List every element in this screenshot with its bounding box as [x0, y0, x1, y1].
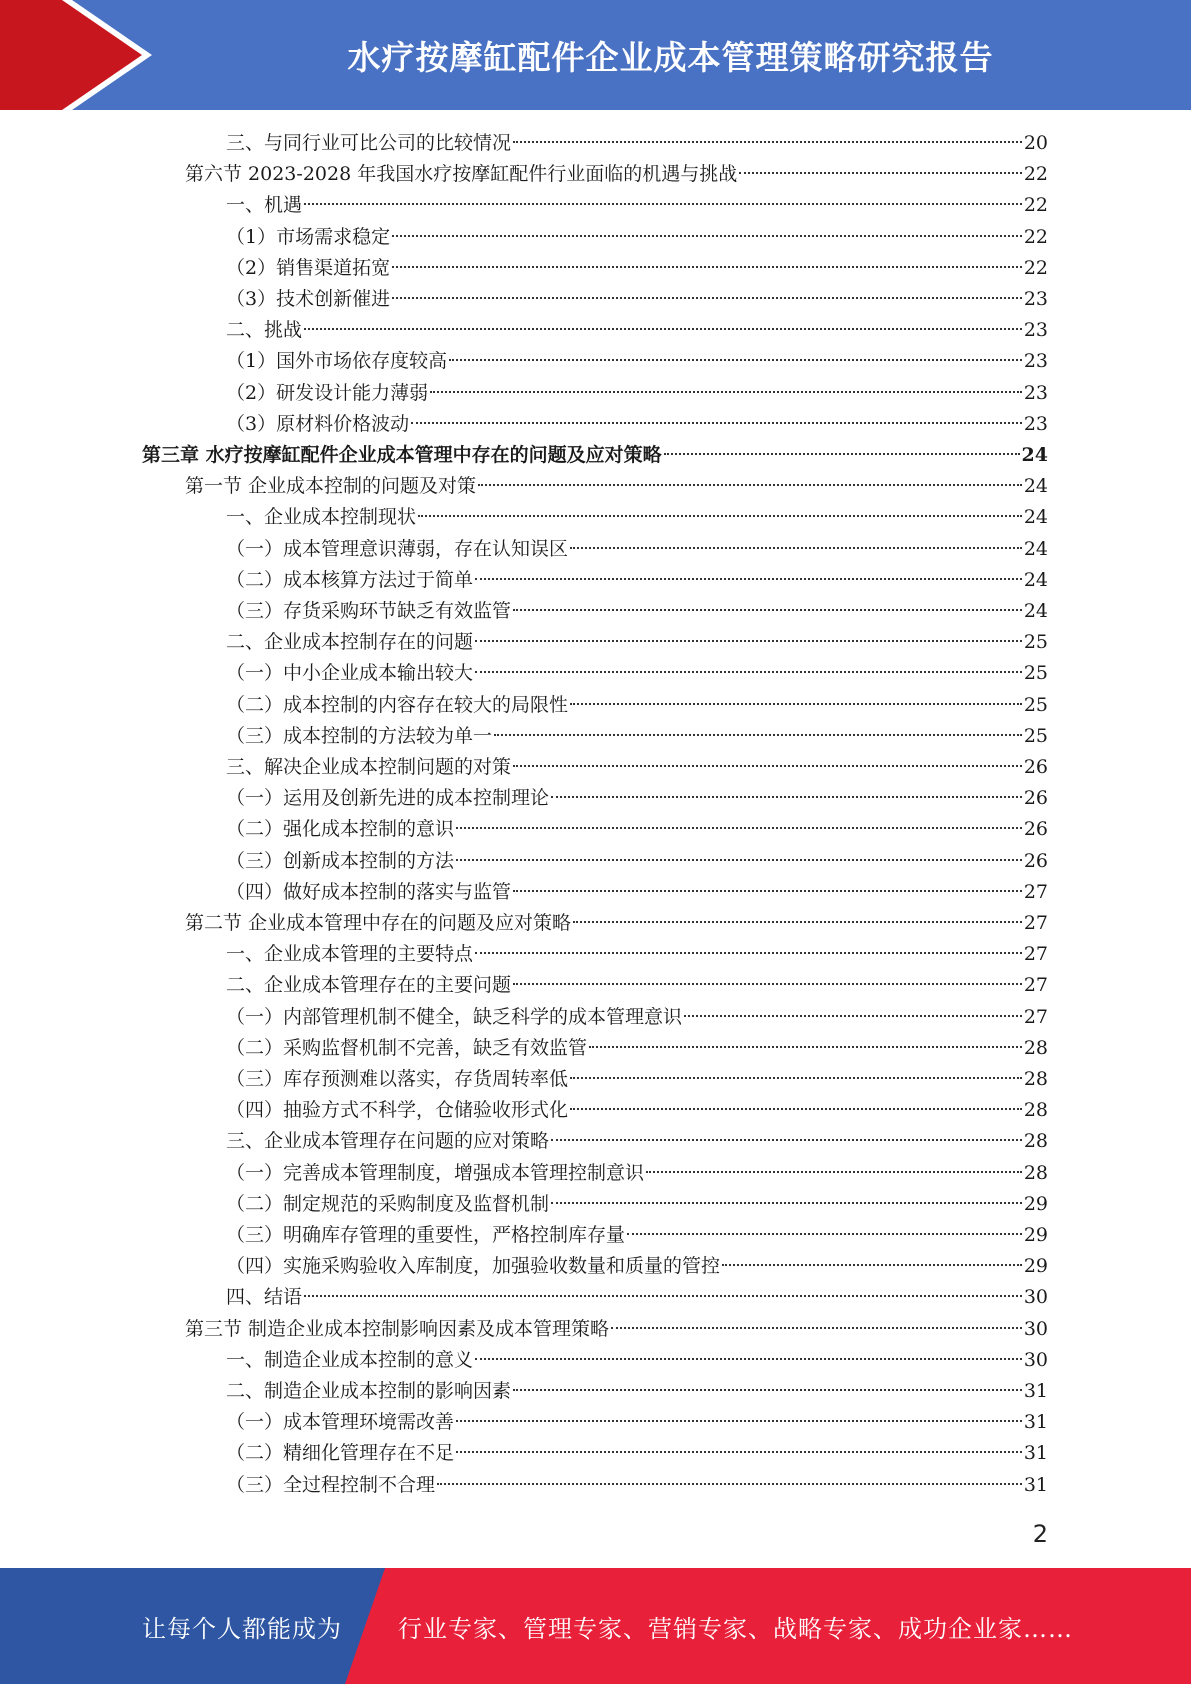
toc-entry[interactable] [226, 346, 1048, 377]
toc-dot-leader [392, 297, 1022, 299]
toc-entry-page: 31 [1023, 1442, 1048, 1465]
toc-entry-title: 第一节 企业成本控制的问题及对策 [185, 475, 477, 498]
toc-entry-page: 25 [1023, 693, 1048, 716]
toc-entry-page: 22 [1023, 163, 1048, 186]
toc-entry[interactable] [226, 970, 1048, 1001]
toc-dot-leader [589, 1046, 1022, 1048]
toc-entry[interactable] [226, 190, 1048, 221]
toc-dot-leader [392, 235, 1022, 237]
toc-entry-title: （2）销售渠道拓宽 [226, 256, 391, 279]
toc-entry-page: 26 [1023, 818, 1048, 841]
toc-dot-leader [475, 671, 1022, 673]
toc-dot-leader [304, 203, 1022, 205]
toc-entry-title: （二）采购监督机制不完善，缺乏有效监管 [226, 1036, 588, 1059]
toc-entry-page: 25 [1023, 724, 1048, 747]
toc-dot-leader [475, 1358, 1022, 1360]
toc-dot-leader [475, 640, 1022, 642]
toc-entry[interactable] [226, 814, 1048, 845]
toc-entry[interactable] [226, 596, 1048, 627]
footer-slogan-right: 行业专家、管理专家、营销专家、战略专家、成功企业家…… [398, 1614, 1073, 1643]
toc-entry-title: 一、制造企业成本控制的意义 [226, 1348, 474, 1371]
toc-dot-leader [411, 422, 1022, 424]
toc-entry-title: （1）市场需求稳定 [226, 225, 391, 248]
toc-entry-title: 二、企业成本管理存在的主要问题 [226, 974, 512, 997]
toc-dot-leader [551, 1202, 1022, 1204]
toc-entry[interactable] [185, 1314, 1048, 1345]
page-footer [0, 1568, 1191, 1684]
toc-dot-leader [478, 484, 1022, 486]
toc-entry-title: （二）精细化管理存在不足 [226, 1442, 455, 1465]
toc-entry-title: （三）明确库存管理的重要性，严格控制库存量 [226, 1224, 626, 1246]
toc-entry[interactable] [226, 658, 1048, 689]
toc-entry-title: （二）制定规范的采购制度及监督机制 [226, 1192, 550, 1215]
toc-entry-page: 27 [1023, 974, 1048, 997]
toc-entry[interactable] [142, 440, 1048, 471]
toc-entry[interactable] [226, 1033, 1048, 1064]
toc-entry-title: 三、与同行业可比公司的比较情况 [226, 132, 512, 154]
toc-entry-page: 20 [1023, 132, 1048, 154]
toc-entry[interactable] [185, 908, 1048, 939]
toc-entry[interactable] [226, 846, 1048, 877]
toc-entry-page: 26 [1023, 849, 1048, 872]
toc-entry-title: （一）完善成本管理制度，增强成本管理控制意识 [226, 1161, 645, 1184]
toc-entry[interactable] [226, 1064, 1048, 1095]
toc-entry-title: （三）成本控制的方法较为单一 [226, 724, 493, 747]
toc-entry[interactable] [226, 378, 1048, 409]
toc-entry-title: （三）存货采购环节缺乏有效监管 [226, 600, 512, 622]
toc-entry-title: 第六节 2023-2028 年我国水疗按摩缸配件行业面临的机遇与挑战 [185, 163, 738, 186]
toc-entry-page: 23 [1023, 350, 1048, 373]
toc-entry[interactable] [226, 877, 1048, 908]
toc-entry-title: 二、挑战 [226, 319, 303, 342]
toc-entry-page: 28 [1023, 1068, 1048, 1090]
toc-entry-page: 23 [1023, 381, 1048, 404]
toc-entry-title: （四）做好成本控制的落实与监管 [226, 880, 512, 903]
toc-entry-page: 23 [1023, 319, 1048, 342]
toc-dot-leader [430, 391, 1022, 393]
toc-dot-leader [513, 983, 1022, 985]
toc-dot-leader [456, 1451, 1022, 1453]
toc-entry-title: 二、制造企业成本控制的影响因素 [226, 1380, 512, 1402]
toc-entry[interactable] [226, 565, 1048, 596]
toc-entry-page: 30 [1023, 1348, 1048, 1371]
toc-dot-leader [570, 1108, 1022, 1110]
toc-entry-page: 27 [1023, 943, 1048, 966]
toc-entry-title: 一、企业成本控制现状 [226, 506, 417, 529]
toc-entry-title: （二）强化成本控制的意识 [226, 818, 455, 841]
toc-entry[interactable] [226, 1282, 1048, 1313]
toc-entry-title: 第三章 水疗按摩缸配件企业成本管理中存在的问题及应对策略 [142, 444, 662, 466]
toc-entry-page: 26 [1023, 787, 1048, 810]
toc-entry-title: （一）成本管理意识薄弱，存在认知误区 [226, 537, 569, 560]
toc-entry[interactable] [226, 253, 1048, 284]
toc-entry-page: 27 [1023, 880, 1048, 903]
toc-entry-page: 24 [1021, 444, 1048, 466]
toc-dot-leader [392, 266, 1022, 268]
toc-entry[interactable] [226, 721, 1048, 752]
toc-entry-page: 24 [1023, 475, 1048, 498]
toc-entry[interactable] [226, 1345, 1048, 1376]
toc-entry[interactable] [226, 1126, 1048, 1157]
toc-entry[interactable] [226, 502, 1048, 533]
toc-entry-page: 30 [1023, 1286, 1048, 1309]
toc-entry[interactable] [226, 1002, 1048, 1033]
toc-entry[interactable] [226, 1376, 1048, 1407]
page-header [0, 0, 1191, 110]
toc-entry-page: 22 [1023, 194, 1048, 217]
toc-entry-title: 一、机遇 [226, 194, 303, 217]
toc-dot-leader [304, 1295, 1022, 1297]
toc-dot-leader [304, 328, 1022, 330]
toc-dot-leader [551, 796, 1022, 798]
toc-entry[interactable] [226, 128, 1048, 159]
toc-entry[interactable] [226, 939, 1048, 970]
toc-entry-page: 23 [1023, 288, 1048, 310]
toc-entry-title: 三、解决企业成本控制问题的对策 [226, 756, 512, 778]
toc-dot-leader [456, 859, 1022, 861]
toc-dot-leader [551, 1139, 1022, 1141]
toc-dot-leader [646, 1171, 1022, 1173]
toc-entry-page: 30 [1023, 1317, 1048, 1340]
toc-entry-page: 26 [1023, 756, 1048, 778]
toc-entry-page: 28 [1023, 1099, 1048, 1122]
toc-entry[interactable] [226, 534, 1048, 565]
toc-entry-title: （三）全过程控制不合理 [226, 1473, 436, 1496]
toc-entry[interactable] [226, 1438, 1048, 1469]
toc-entry-page: 29 [1023, 1224, 1048, 1246]
toc-dot-leader [722, 1264, 1022, 1266]
toc-entry[interactable] [226, 690, 1048, 721]
toc-entry-title: （二）成本核算方法过于简单 [226, 568, 474, 591]
toc-entry-page: 24 [1023, 600, 1048, 622]
toc-entry[interactable] [226, 1189, 1048, 1220]
toc-entry-page: 28 [1023, 1130, 1048, 1153]
toc-entry-title: （3）技术创新催进 [226, 288, 391, 310]
toc-entry-page: 22 [1023, 225, 1048, 248]
toc-dot-leader [456, 1420, 1022, 1422]
toc-entry[interactable] [226, 1251, 1048, 1282]
toc-entry-title: （一）中小企业成本输出较大 [226, 662, 474, 685]
toc-dot-leader [437, 1483, 1022, 1485]
toc-entry-title: （二）成本控制的内容存在较大的局限性 [226, 693, 569, 716]
toc-entry[interactable] [226, 222, 1048, 253]
toc-entry-title: （3）原材料价格波动 [226, 412, 410, 435]
toc-entry-page: 24 [1023, 568, 1048, 591]
toc-entry[interactable] [226, 1095, 1048, 1126]
toc-entry[interactable] [226, 1470, 1048, 1501]
toc-entry-page: 28 [1023, 1036, 1048, 1059]
toc-entry-page: 27 [1023, 912, 1048, 934]
toc-entry-title: 第三节 制造企业成本控制影响因素及成本管理策略 [185, 1317, 610, 1340]
toc-entry[interactable] [226, 627, 1048, 658]
toc-entry[interactable] [226, 783, 1048, 814]
toc-entry-title: （一）成本管理环境需改善 [226, 1411, 455, 1434]
toc-entry-title: （2）研发设计能力薄弱 [226, 381, 429, 404]
toc-dot-leader [513, 765, 1022, 767]
toc-dot-leader [739, 172, 1022, 174]
toc-entry-title: （1）国外市场依存度较高 [226, 350, 448, 373]
toc-dot-leader [664, 453, 1020, 455]
toc-dot-leader [570, 703, 1022, 705]
toc-entry-page: 24 [1023, 537, 1048, 560]
toc-entry[interactable] [226, 284, 1048, 315]
toc-dot-leader [570, 547, 1022, 549]
toc-entry-page: 29 [1023, 1255, 1048, 1278]
toc-dot-leader [475, 952, 1022, 954]
toc-entry-title: （三）创新成本控制的方法 [226, 849, 455, 872]
toc-entry-page: 25 [1023, 662, 1048, 685]
toc-dot-leader [513, 141, 1022, 143]
toc-dot-leader [475, 578, 1022, 580]
toc-dot-leader [449, 359, 1022, 361]
toc-dot-leader [513, 1389, 1022, 1391]
toc-entry[interactable] [226, 752, 1048, 783]
toc-entry[interactable] [226, 1158, 1048, 1189]
footer-slogan-left: 让每个人都能成为 [142, 1614, 342, 1643]
header-red-chevron [0, 0, 150, 110]
toc-entry-page: 22 [1023, 256, 1048, 279]
toc-dot-leader [570, 1077, 1022, 1079]
toc-entry[interactable] [226, 315, 1048, 346]
toc-dot-leader [611, 1327, 1022, 1329]
toc-entry-title: 二、企业成本控制存在的问题 [226, 631, 474, 654]
toc-entry-page: 28 [1023, 1161, 1048, 1184]
toc-entry-page: 23 [1023, 412, 1048, 435]
toc-entry[interactable] [185, 159, 1048, 190]
toc-entry-title: （三）库存预测难以落实，存货周转率低 [226, 1068, 569, 1090]
toc-entry-title: （四）抽验方式不科学，仓储验收形式化 [226, 1099, 569, 1122]
toc-entry-title: （一）运用及创新先进的成本控制理论 [226, 787, 550, 810]
toc-dot-leader [494, 734, 1022, 736]
toc-entry-title: 第二节 企业成本管理中存在的问题及应对策略 [185, 912, 572, 934]
toc-dot-leader [418, 515, 1022, 517]
toc-dot-leader [627, 1233, 1022, 1235]
toc-entry[interactable] [226, 1407, 1048, 1438]
toc-entry-page: 31 [1023, 1380, 1048, 1402]
toc-dot-leader [573, 921, 1022, 923]
toc-entry-page: 29 [1023, 1192, 1048, 1215]
toc-entry[interactable] [185, 471, 1048, 502]
toc-dot-leader [513, 890, 1022, 892]
report-title: 水疗按摩缸配件企业成本管理策略研究报告 [347, 37, 994, 77]
toc-entry-title: 一、企业成本管理的主要特点 [226, 943, 474, 966]
toc-entry-page: 25 [1023, 631, 1048, 654]
toc-entry[interactable] [226, 1220, 1048, 1251]
toc-dot-leader [456, 827, 1022, 829]
toc-entry-title: （四）实施采购验收入库制度，加强验收数量和质量的管控 [226, 1255, 721, 1278]
toc-dot-leader [684, 1015, 1022, 1017]
toc-entry-title: 四、结语 [226, 1286, 303, 1309]
toc-dot-leader [513, 609, 1022, 611]
toc-entry-page: 31 [1023, 1473, 1048, 1496]
toc-entry-page: 24 [1023, 506, 1048, 529]
toc-entry-page: 31 [1023, 1411, 1048, 1434]
toc-entry-page: 27 [1023, 1005, 1048, 1028]
toc-entry-title: 三、企业成本管理存在问题的应对策略 [226, 1130, 550, 1153]
toc-entry[interactable] [226, 409, 1048, 440]
toc-entry-title: （一）内部管理机制不健全，缺乏科学的成本管理意识 [226, 1005, 683, 1028]
page-number: 2 [1032, 1520, 1048, 1548]
